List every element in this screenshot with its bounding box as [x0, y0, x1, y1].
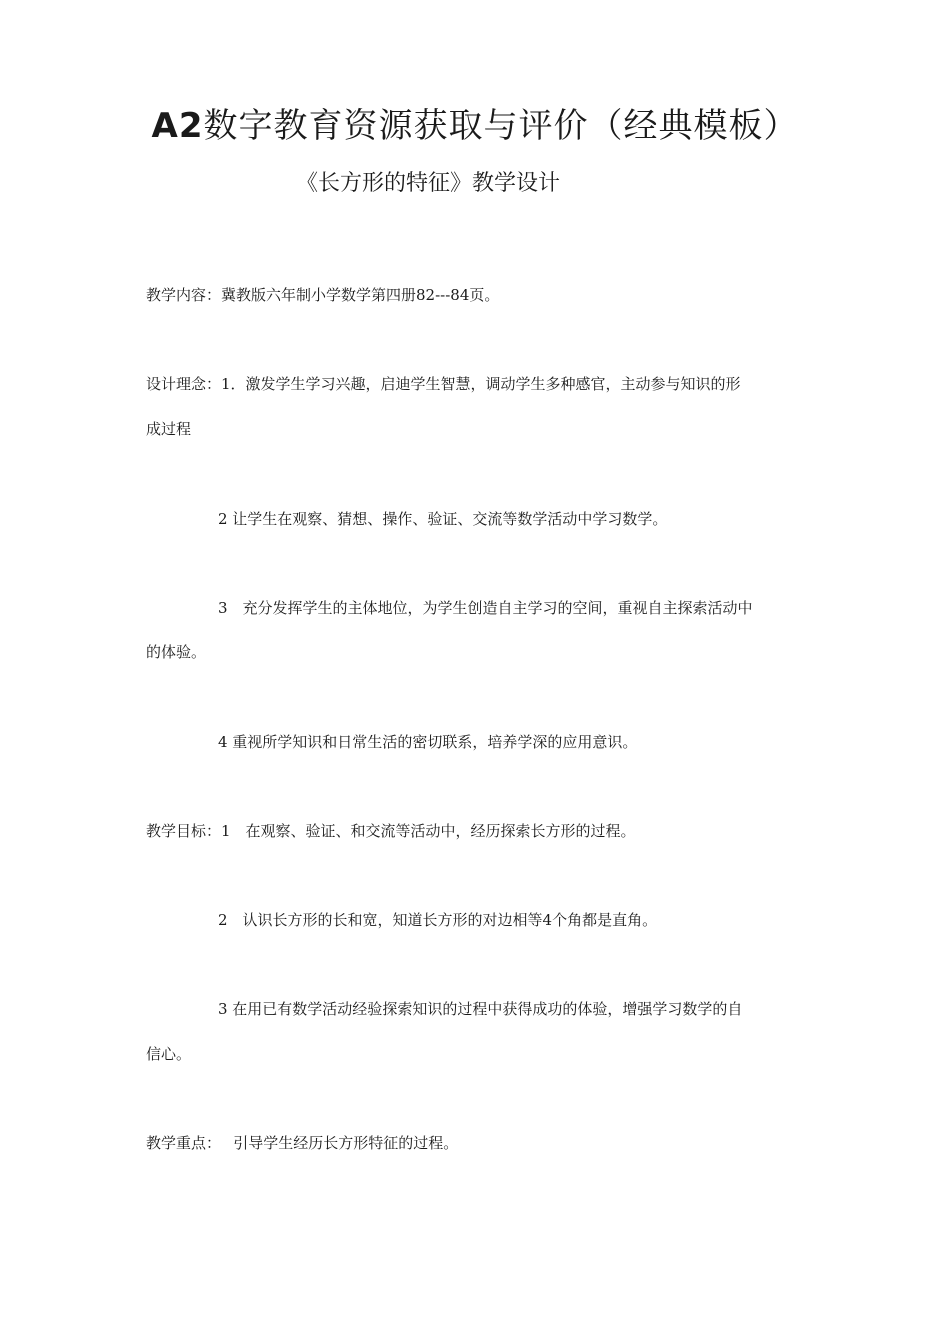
teaching-objective-1-line: 教学目标：1 在观察、验证、和交流等活动中，经历探索长方形的过程。 — [146, 822, 636, 840]
teaching-key-point-line: 教学重点： 引导学生经历长方形特征的过程。 — [146, 1134, 459, 1152]
design-concept-3-line-b: 的体验。 — [146, 643, 207, 661]
teaching-objective-3-line-b: 信心。 — [146, 1045, 192, 1063]
design-concept-3-line-a: 3 充分发挥学生的主体地位，为学生创造自主学习的空间，重视自主探索活动中 — [218, 599, 753, 617]
design-concept-2-line: 2 让学生在观察、猜想、操作、验证、交流等数学活动中学习数学。 — [218, 510, 668, 528]
document-subtitle: 《长方形的特征》教学设计 — [296, 171, 561, 196]
document-title — [0, 102, 950, 150]
teaching-objective-3-line-a: 3 在用已有数学活动经验探索知识的过程中获得成功的体验，增强学习数学的自 — [218, 1000, 743, 1018]
teaching-objective-2-line: 2 认识长方形的长和宽，知道长方形的对边相等4个角都是直角。 — [218, 911, 658, 929]
title-main: 数字教育资源获取与评价（经典模板） — [203, 106, 799, 146]
title-prefix: A2 — [151, 106, 204, 146]
design-concept-4-line: 4 重视所学知识和日常生活的密切联系，培养学深的应用意识。 — [218, 733, 638, 751]
design-concept-1-line-a: 设计理念：1．激发学生学习兴趣，启迪学生智慧，调动学生多种感官，主动参与知识的形 — [146, 375, 741, 393]
teaching-content-line: 教学内容：冀教版六年制小学数学第四册82---84页。 — [146, 286, 500, 304]
design-concept-1-line-b: 成过程 — [146, 420, 192, 438]
